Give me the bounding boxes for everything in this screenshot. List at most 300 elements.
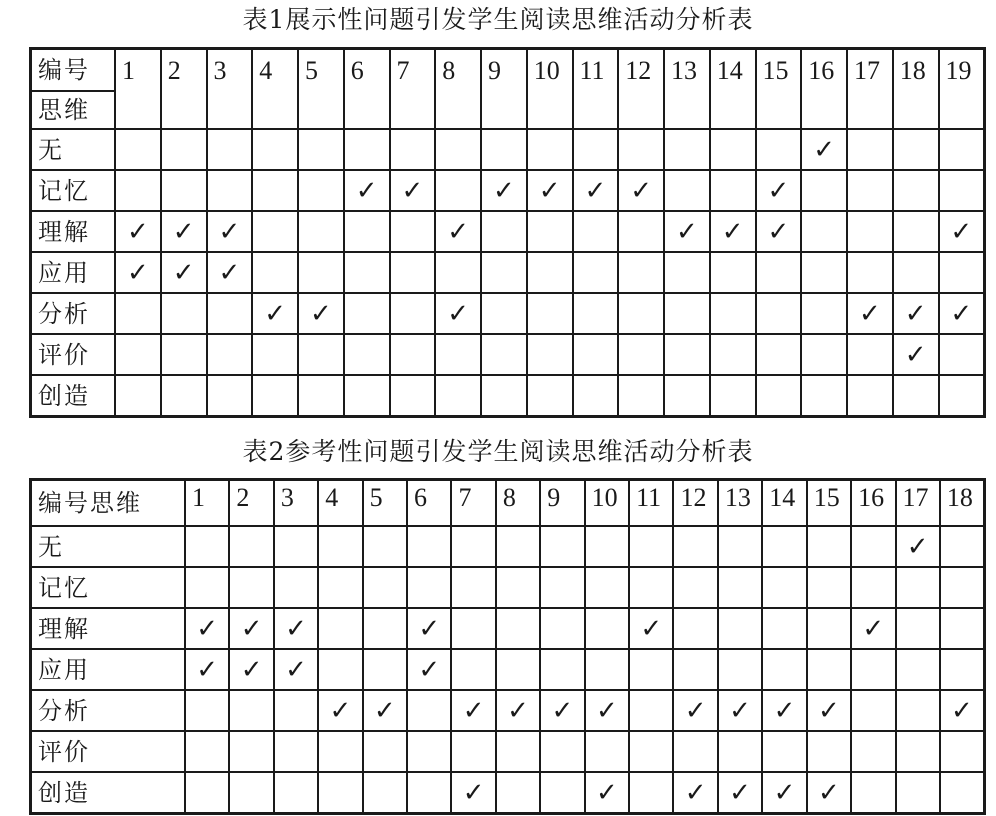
empty-cell — [851, 567, 895, 608]
empty-cell — [710, 375, 756, 417]
check-mark-cell: ✓ — [451, 690, 495, 731]
question-number-header: 12 — [673, 480, 717, 527]
empty-cell — [390, 375, 436, 417]
table-row — [31, 690, 985, 731]
empty-cell — [762, 567, 806, 608]
table-row — [31, 772, 985, 814]
empty-cell — [851, 649, 895, 690]
check-mark-cell: ✓ — [851, 608, 895, 649]
check-mark-cell: ✓ — [229, 608, 273, 649]
empty-cell — [540, 567, 584, 608]
check-mark-cell: ✓ — [893, 334, 939, 375]
empty-cell — [896, 731, 940, 772]
empty-cell — [407, 526, 451, 567]
thinking-level-label: 分析 — [31, 690, 186, 731]
check-mark-cell: ✓ — [496, 690, 540, 731]
empty-cell — [115, 170, 161, 211]
check-mark-cell: ✓ — [801, 129, 847, 170]
check-mark-cell: ✓ — [629, 608, 673, 649]
empty-cell — [673, 731, 717, 772]
empty-cell — [940, 731, 985, 772]
check-mark-cell: ✓ — [585, 772, 629, 814]
empty-cell — [629, 567, 673, 608]
empty-cell — [527, 293, 573, 334]
empty-cell — [451, 567, 495, 608]
empty-cell — [185, 690, 229, 731]
empty-cell — [940, 772, 985, 814]
empty-cell — [252, 170, 298, 211]
empty-cell — [344, 252, 390, 293]
empty-cell — [718, 567, 762, 608]
empty-cell — [629, 690, 673, 731]
check-mark-cell: ✓ — [161, 211, 207, 252]
header-label: 编号思维 — [31, 480, 186, 527]
empty-cell — [896, 649, 940, 690]
empty-cell — [801, 252, 847, 293]
empty-cell — [940, 649, 985, 690]
empty-cell — [540, 772, 584, 814]
header-label-thinking: 思维 — [31, 91, 116, 129]
question-number-header: 13 — [718, 480, 762, 527]
empty-cell — [896, 608, 940, 649]
empty-cell — [363, 731, 407, 772]
empty-cell — [585, 731, 629, 772]
question-number-header: 16 — [801, 49, 847, 130]
empty-cell — [851, 772, 895, 814]
empty-cell — [318, 608, 362, 649]
empty-cell — [390, 129, 436, 170]
question-number-header: 1 — [115, 49, 161, 130]
empty-cell — [527, 129, 573, 170]
check-mark-cell: ✓ — [756, 170, 802, 211]
check-mark-cell: ✓ — [318, 690, 362, 731]
question-number-header: 4 — [318, 480, 362, 527]
empty-cell — [939, 170, 985, 211]
empty-cell — [807, 731, 851, 772]
empty-cell — [940, 526, 985, 567]
empty-cell — [274, 526, 318, 567]
empty-cell — [896, 690, 940, 731]
empty-cell — [229, 772, 273, 814]
empty-cell — [298, 211, 344, 252]
empty-cell — [847, 252, 893, 293]
empty-cell — [363, 526, 407, 567]
empty-cell — [573, 129, 619, 170]
check-mark-cell: ✓ — [710, 211, 756, 252]
empty-cell — [318, 567, 362, 608]
question-number-header: 6 — [407, 480, 451, 527]
empty-cell — [252, 252, 298, 293]
check-mark-cell: ✓ — [390, 170, 436, 211]
question-number-header: 5 — [363, 480, 407, 527]
question-number-header: 8 — [435, 49, 481, 130]
empty-cell — [481, 334, 527, 375]
empty-cell — [207, 129, 253, 170]
empty-cell — [115, 129, 161, 170]
check-mark-cell: ✓ — [718, 772, 762, 814]
empty-cell — [710, 293, 756, 334]
empty-cell — [710, 129, 756, 170]
empty-cell — [851, 526, 895, 567]
empty-cell — [115, 375, 161, 417]
empty-cell — [435, 252, 481, 293]
check-mark-cell: ✓ — [481, 170, 527, 211]
table2-caption: 表2参考性问题引发学生阅读思维活动分析表 — [242, 437, 754, 466]
empty-cell — [801, 334, 847, 375]
thinking-level-label: 记忆 — [31, 567, 186, 608]
empty-cell — [527, 211, 573, 252]
empty-cell — [756, 334, 802, 375]
empty-cell — [629, 731, 673, 772]
check-mark-cell: ✓ — [762, 690, 806, 731]
empty-cell — [274, 567, 318, 608]
empty-cell — [573, 334, 619, 375]
table1-caption: 表1展示性问题引发学生阅读思维活动分析表 — [242, 5, 754, 34]
empty-cell — [435, 129, 481, 170]
empty-cell — [585, 567, 629, 608]
empty-cell — [161, 293, 207, 334]
empty-cell — [573, 211, 619, 252]
question-number-header: 6 — [344, 49, 390, 130]
check-mark-cell: ✓ — [896, 526, 940, 567]
empty-cell — [629, 649, 673, 690]
empty-cell — [673, 526, 717, 567]
empty-cell — [618, 334, 664, 375]
check-mark-cell: ✓ — [756, 211, 802, 252]
check-mark-cell: ✓ — [847, 293, 893, 334]
empty-cell — [390, 334, 436, 375]
empty-cell — [344, 129, 390, 170]
empty-cell — [481, 129, 527, 170]
empty-cell — [939, 252, 985, 293]
empty-cell — [481, 252, 527, 293]
empty-cell — [115, 293, 161, 334]
empty-cell — [618, 293, 664, 334]
empty-cell — [896, 567, 940, 608]
check-mark-cell: ✓ — [807, 772, 851, 814]
empty-cell — [527, 252, 573, 293]
check-mark-cell: ✓ — [664, 211, 710, 252]
empty-cell — [435, 375, 481, 417]
empty-cell — [496, 567, 540, 608]
thinking-level-label: 记忆 — [31, 170, 116, 211]
empty-cell — [298, 170, 344, 211]
thinking-level-label: 理解 — [31, 608, 186, 649]
empty-cell — [435, 170, 481, 211]
empty-cell — [585, 526, 629, 567]
empty-cell — [847, 375, 893, 417]
empty-cell — [252, 334, 298, 375]
thinking-level-label: 创造 — [31, 375, 116, 417]
question-number-header: 2 — [161, 49, 207, 130]
empty-cell — [718, 608, 762, 649]
empty-cell — [573, 252, 619, 293]
empty-cell — [939, 375, 985, 417]
question-number-header: 4 — [252, 49, 298, 130]
empty-cell — [161, 129, 207, 170]
empty-cell — [940, 608, 985, 649]
empty-cell — [801, 375, 847, 417]
empty-cell — [940, 567, 985, 608]
empty-cell — [673, 649, 717, 690]
question-number-header: 10 — [585, 480, 629, 527]
empty-cell — [893, 375, 939, 417]
thinking-level-label: 评价 — [31, 334, 116, 375]
question-number-header: 10 — [527, 49, 573, 130]
empty-cell — [363, 608, 407, 649]
check-mark-cell: ✓ — [939, 211, 985, 252]
empty-cell — [229, 690, 273, 731]
empty-cell — [274, 731, 318, 772]
check-mark-cell: ✓ — [527, 170, 573, 211]
empty-cell — [939, 129, 985, 170]
check-mark-cell: ✓ — [435, 211, 481, 252]
check-mark-cell: ✓ — [893, 293, 939, 334]
empty-cell — [185, 731, 229, 772]
check-mark-cell: ✓ — [573, 170, 619, 211]
question-number-header: 8 — [496, 480, 540, 527]
empty-cell — [407, 567, 451, 608]
table-row — [31, 608, 985, 649]
check-mark-cell: ✓ — [298, 293, 344, 334]
empty-cell — [664, 129, 710, 170]
empty-cell — [762, 731, 806, 772]
empty-cell — [185, 772, 229, 814]
table-row — [31, 170, 985, 211]
empty-cell — [540, 731, 584, 772]
question-number-header: 13 — [664, 49, 710, 130]
question-number-header: 16 — [851, 480, 895, 527]
empty-cell — [390, 211, 436, 252]
table-row — [31, 211, 985, 252]
thinking-level-label: 创造 — [31, 772, 186, 814]
empty-cell — [807, 649, 851, 690]
check-mark-cell: ✓ — [585, 690, 629, 731]
table-row — [31, 526, 985, 567]
check-mark-cell: ✓ — [673, 690, 717, 731]
check-mark-cell: ✓ — [185, 608, 229, 649]
empty-cell — [161, 170, 207, 211]
empty-cell — [318, 526, 362, 567]
question-number-header: 5 — [298, 49, 344, 130]
empty-cell — [451, 649, 495, 690]
empty-cell — [664, 334, 710, 375]
table-row — [31, 252, 985, 293]
empty-cell — [618, 129, 664, 170]
empty-cell — [298, 252, 344, 293]
empty-cell — [496, 649, 540, 690]
thinking-level-label: 无 — [31, 526, 186, 567]
empty-cell — [185, 526, 229, 567]
check-mark-cell: ✓ — [940, 690, 985, 731]
check-mark-cell: ✓ — [252, 293, 298, 334]
table1-thinking-activity-table — [29, 47, 986, 418]
empty-cell — [673, 608, 717, 649]
check-mark-cell: ✓ — [363, 690, 407, 731]
empty-cell — [718, 649, 762, 690]
empty-cell — [363, 649, 407, 690]
question-number-header: 12 — [618, 49, 664, 130]
check-mark-cell: ✓ — [344, 170, 390, 211]
empty-cell — [185, 567, 229, 608]
check-mark-cell: ✓ — [807, 690, 851, 731]
empty-cell — [710, 252, 756, 293]
empty-cell — [718, 526, 762, 567]
empty-cell — [318, 772, 362, 814]
empty-cell — [407, 690, 451, 731]
empty-cell — [451, 731, 495, 772]
header-label-number: 编号 — [31, 49, 116, 92]
empty-cell — [390, 293, 436, 334]
check-mark-cell: ✓ — [115, 211, 161, 252]
table-row — [31, 293, 985, 334]
empty-cell — [540, 526, 584, 567]
empty-cell — [540, 608, 584, 649]
question-number-header: 18 — [940, 480, 985, 527]
check-mark-cell: ✓ — [451, 772, 495, 814]
empty-cell — [801, 293, 847, 334]
empty-cell — [161, 334, 207, 375]
empty-cell — [451, 608, 495, 649]
check-mark-cell: ✓ — [939, 293, 985, 334]
question-number-header: 1 — [185, 480, 229, 527]
empty-cell — [847, 170, 893, 211]
question-number-header: 9 — [481, 49, 527, 130]
empty-cell — [344, 211, 390, 252]
empty-cell — [762, 649, 806, 690]
check-mark-cell: ✓ — [229, 649, 273, 690]
header-row — [31, 49, 985, 92]
question-number-header: 15 — [756, 49, 802, 130]
check-mark-cell: ✓ — [274, 649, 318, 690]
question-number-header: 7 — [451, 480, 495, 527]
empty-cell — [527, 334, 573, 375]
empty-cell — [573, 375, 619, 417]
check-mark-cell: ✓ — [207, 211, 253, 252]
empty-cell — [298, 334, 344, 375]
empty-cell — [318, 731, 362, 772]
table2-thinking-activity-table — [29, 478, 986, 815]
question-number-header: 7 — [390, 49, 436, 130]
empty-cell — [893, 211, 939, 252]
empty-cell — [481, 375, 527, 417]
thinking-level-label: 无 — [31, 129, 116, 170]
check-mark-cell: ✓ — [407, 649, 451, 690]
thinking-level-label: 应用 — [31, 252, 116, 293]
empty-cell — [847, 334, 893, 375]
empty-cell — [807, 567, 851, 608]
check-mark-cell: ✓ — [274, 608, 318, 649]
empty-cell — [762, 526, 806, 567]
thinking-level-label: 应用 — [31, 649, 186, 690]
check-mark-cell: ✓ — [207, 252, 253, 293]
empty-cell — [893, 129, 939, 170]
empty-cell — [274, 690, 318, 731]
empty-cell — [435, 334, 481, 375]
empty-cell — [756, 252, 802, 293]
empty-cell — [618, 252, 664, 293]
empty-cell — [390, 252, 436, 293]
empty-cell — [363, 772, 407, 814]
empty-cell — [229, 526, 273, 567]
check-mark-cell: ✓ — [673, 772, 717, 814]
empty-cell — [229, 567, 273, 608]
empty-cell — [851, 690, 895, 731]
check-mark-cell: ✓ — [115, 252, 161, 293]
empty-cell — [807, 608, 851, 649]
empty-cell — [893, 252, 939, 293]
empty-cell — [298, 129, 344, 170]
empty-cell — [896, 772, 940, 814]
question-number-header: 19 — [939, 49, 985, 130]
empty-cell — [451, 526, 495, 567]
empty-cell — [893, 170, 939, 211]
empty-cell — [298, 375, 344, 417]
check-mark-cell: ✓ — [540, 690, 584, 731]
empty-cell — [274, 772, 318, 814]
empty-cell — [718, 731, 762, 772]
check-mark-cell: ✓ — [185, 649, 229, 690]
empty-cell — [664, 170, 710, 211]
check-mark-cell: ✓ — [618, 170, 664, 211]
empty-cell — [496, 608, 540, 649]
empty-cell — [664, 375, 710, 417]
empty-cell — [756, 293, 802, 334]
empty-cell — [851, 731, 895, 772]
empty-cell — [318, 649, 362, 690]
question-number-header: 2 — [229, 480, 273, 527]
empty-cell — [664, 293, 710, 334]
empty-cell — [252, 211, 298, 252]
empty-cell — [407, 731, 451, 772]
empty-cell — [115, 334, 161, 375]
empty-cell — [939, 334, 985, 375]
question-number-header: 9 — [540, 480, 584, 527]
question-number-header: 11 — [629, 480, 673, 527]
check-mark-cell: ✓ — [718, 690, 762, 731]
table-row — [31, 129, 985, 170]
empty-cell — [618, 211, 664, 252]
empty-cell — [801, 170, 847, 211]
empty-cell — [344, 293, 390, 334]
empty-cell — [585, 608, 629, 649]
empty-cell — [207, 293, 253, 334]
empty-cell — [847, 129, 893, 170]
table-row — [31, 649, 985, 690]
question-number-header: 18 — [893, 49, 939, 130]
empty-cell — [573, 293, 619, 334]
empty-cell — [847, 211, 893, 252]
check-mark-cell: ✓ — [161, 252, 207, 293]
empty-cell — [344, 375, 390, 417]
question-number-header: 14 — [710, 49, 756, 130]
table-row — [31, 334, 985, 375]
empty-cell — [629, 526, 673, 567]
question-number-header: 11 — [573, 49, 619, 130]
empty-cell — [481, 211, 527, 252]
empty-cell — [629, 772, 673, 814]
table-row — [31, 567, 985, 608]
empty-cell — [756, 375, 802, 417]
empty-cell — [161, 375, 207, 417]
empty-cell — [252, 375, 298, 417]
thinking-level-label: 理解 — [31, 211, 116, 252]
empty-cell — [710, 334, 756, 375]
empty-cell — [756, 129, 802, 170]
empty-cell — [207, 375, 253, 417]
header-row — [31, 480, 985, 527]
check-mark-cell: ✓ — [435, 293, 481, 334]
